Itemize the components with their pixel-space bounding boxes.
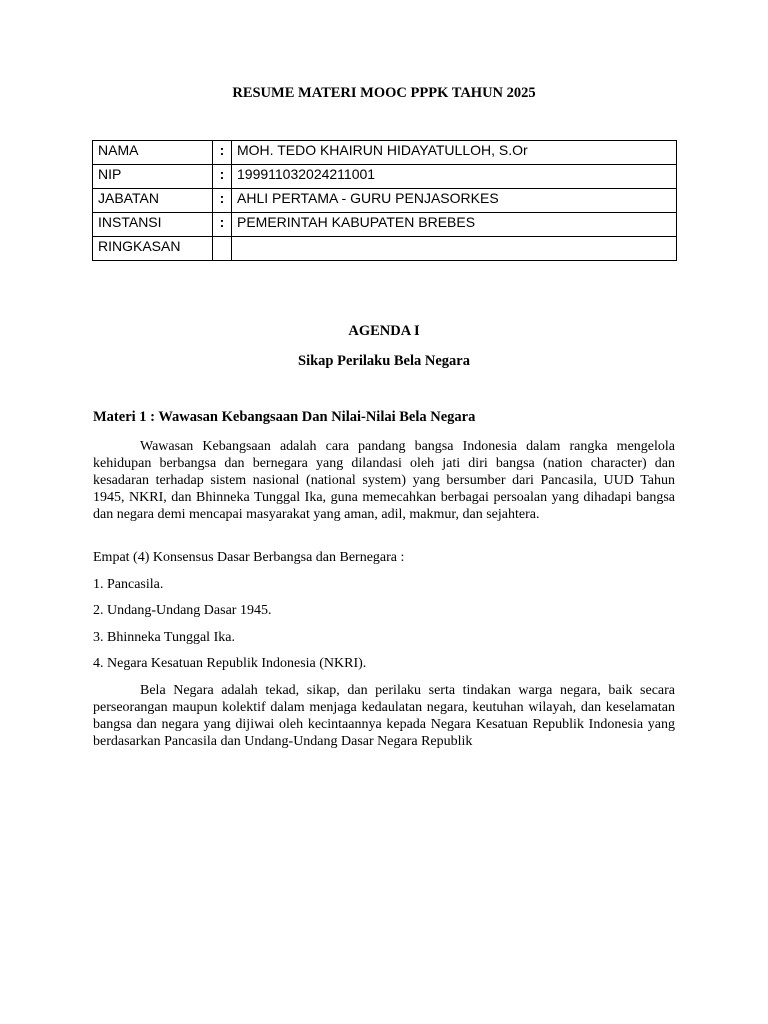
table-row — [93, 189, 677, 213]
table-row — [93, 213, 677, 237]
table-row — [93, 237, 677, 261]
field-label: NAMA — [93, 141, 213, 165]
field-value — [232, 237, 677, 261]
field-label: RINGKASAN — [93, 237, 213, 261]
document-title: RESUME MATERI MOOC PPPK TAHUN 2025 — [232, 85, 536, 101]
paragraph-wawasan-kebangsaan: Wawasan Kebangsaan adalah cara pandang bangsa Indonesia dalam rangka mengelola kehidupan berbangsa dan bernegara yang dilandasi oleh jati diri bangsa (nation character) dan kesadaran terhadap sistem nasional (national system) yang bersumber dari Pancasila, UUD Tahun 1945, NKRI, dan Bhinneka Tunggal Ika, guna memecahkan berbagai persoalan yang dihadapi bangsa dan negara demi mencapai masyarakat yang aman, adil, makmur, dan sejahtera. — [93, 439, 675, 522]
table-row — [93, 165, 677, 189]
field-colon: : — [213, 189, 232, 213]
materi-heading: Materi 1 : Wawasan Kebangsaan Dan Nilai-Nilai Bela Negara — [93, 409, 476, 425]
table-row — [93, 141, 677, 165]
field-colon: : — [213, 213, 232, 237]
field-colon — [213, 237, 232, 261]
list-item: 3. Bhinneka Tunggal Ika. — [93, 630, 235, 645]
paragraph-bela-negara: Bela Negara adalah tekad, sikap, dan perilaku serta tindakan warga negara, baik secara perseorangan maupun kolektif dalam menjaga kedaulatan negara, keutuhan wilayah, dan keselamatan bangsa dan negara yang dijiwai oleh kecintaannya kepada Negara Kesatuan Republik Indonesia yang berdasarkan Pancasila dan Undang-Undang Dasar Negara Republik — [93, 683, 675, 749]
agenda-heading: AGENDA I — [348, 323, 420, 339]
list-item: 4. Negara Kesatuan Republik Indonesia (NKRI). — [93, 656, 367, 671]
field-label: INSTANSI — [93, 213, 213, 237]
list-item: 2. Undang-Undang Dasar 1945. — [93, 603, 272, 618]
field-value: 199911032024211001 — [232, 165, 677, 189]
agenda-subheading: Sikap Perilaku Bela Negara — [298, 353, 470, 369]
list-item: 1. Pancasila. — [93, 577, 164, 592]
field-colon: : — [213, 141, 232, 165]
field-label: JABATAN — [93, 189, 213, 213]
field-label: NIP — [93, 165, 213, 189]
konsensus-intro: Empat (4) Konsensus Dasar Berbangsa dan Bernegara : — [93, 550, 405, 565]
field-colon: : — [213, 165, 232, 189]
field-value: AHLI PERTAMA - GURU PENJASORKES — [232, 189, 677, 213]
field-value: PEMERINTAH KABUPATEN BREBES — [232, 213, 677, 237]
field-value: MOH. TEDO KHAIRUN HIDAYATULLOH, S.Or — [232, 141, 677, 165]
identity-table — [92, 140, 677, 261]
